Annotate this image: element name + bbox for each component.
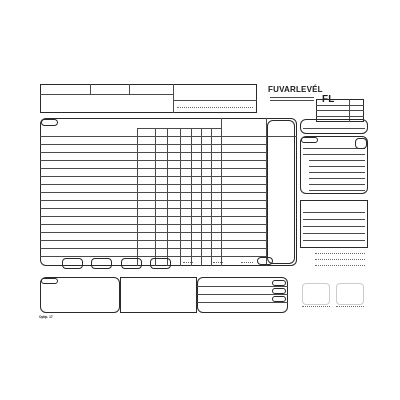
form-title: FUVARLEVÉL [268,85,323,94]
condition-check-2[interactable] [272,288,286,294]
small-mark-box[interactable] [355,138,367,149]
observations-tag [301,137,318,143]
acceptance-note-box [267,120,295,264]
totals-box-2[interactable] [91,258,112,269]
condition-check-3[interactable] [272,296,286,302]
sender-field[interactable] [41,85,89,93]
items-table-tag [41,119,58,126]
condition-check-1[interactable] [272,280,286,286]
totals-box-4[interactable] [150,258,171,269]
form-code: FL [322,94,335,105]
signature-receiver[interactable] [336,283,364,305]
footer-code: Optip. 17 [39,315,53,319]
totals-box-1[interactable] [62,258,83,269]
vehicle-registration-field[interactable] [350,100,363,121]
carrier-field[interactable] [174,85,256,99]
recipient-name-field[interactable] [41,95,172,112]
freight-waybill-form [33,78,371,322]
carrier-info-box [300,119,368,134]
instructions-tag [41,278,58,284]
signature-sender[interactable] [302,283,330,305]
totals-box-5[interactable] [257,257,273,265]
notes-box[interactable] [120,277,197,313]
totals-box-3[interactable] [121,258,142,269]
